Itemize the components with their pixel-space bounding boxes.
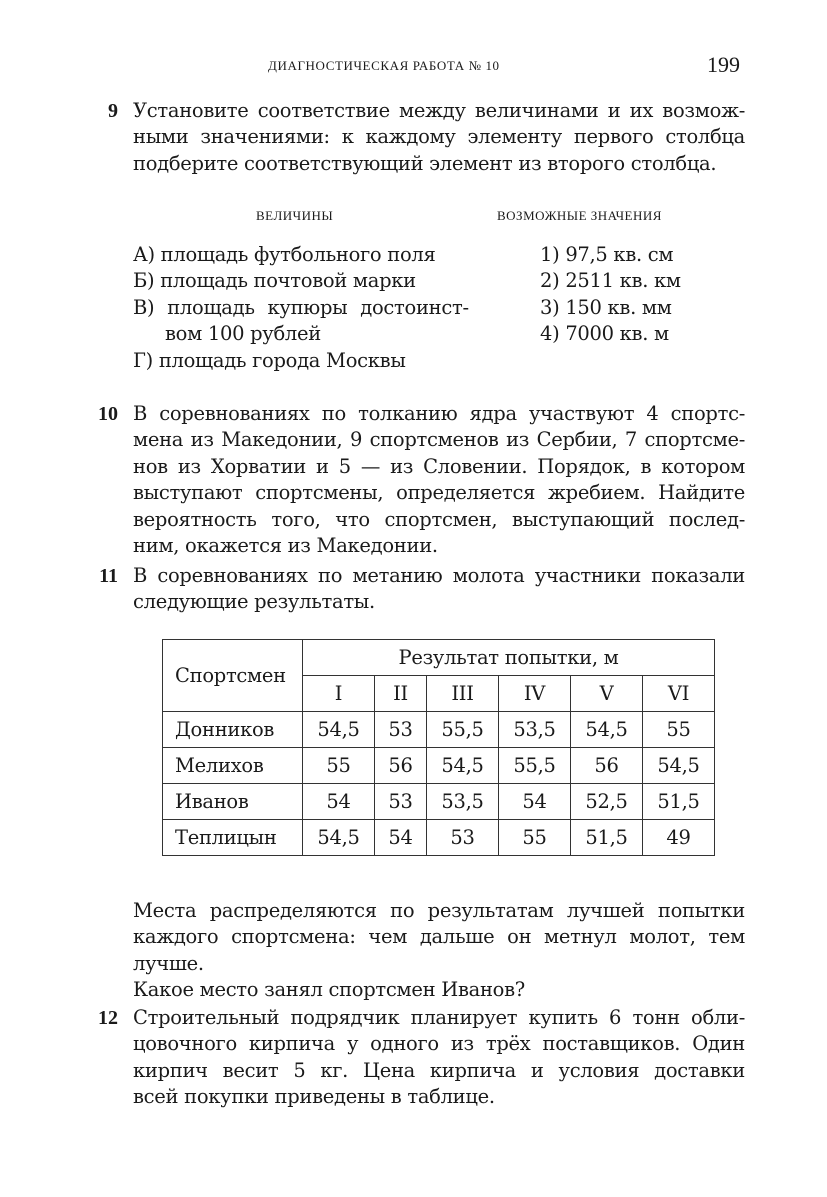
list-item: Г) площадь города Москвы: [133, 348, 406, 372]
text-line: следующие результаты.: [133, 590, 375, 614]
text-line: ним, окажется из Македонии.: [133, 534, 438, 558]
list-item: А) площадь футбольного поля: [133, 243, 436, 266]
task-number: 9: [108, 100, 118, 122]
list-item: В) площадь купюры достоинст-: [133, 295, 469, 319]
table-row: [163, 748, 715, 784]
task-text: [133, 401, 745, 559]
list-item: вом 100 рублей: [165, 322, 321, 346]
task-text: [133, 1005, 745, 1111]
list-item: Б) площадь почтовой марки: [133, 269, 416, 293]
text-line: нов из Хорватии и 5 — из Словении. Порядок, в котором: [133, 454, 745, 478]
attempt-header: IV: [499, 676, 571, 712]
table-cell: 55,5: [427, 712, 499, 748]
text-line: Места распределяются по результатам лучшей попытки: [133, 899, 745, 922]
page-number: 199: [707, 52, 740, 77]
athlete-name: Теплицын: [163, 820, 303, 856]
table-cell: 54: [499, 784, 571, 820]
table-cell: 53: [375, 784, 427, 820]
results-table: [162, 639, 715, 856]
text-line: подберите соответствующий элемент из второго столбца.: [133, 151, 717, 175]
athlete-name: Донников: [163, 712, 303, 748]
table-cell: 56: [375, 748, 427, 784]
attempt-header: III: [427, 676, 499, 712]
task-number: 12: [98, 1007, 118, 1029]
table-cell: 53,5: [499, 712, 571, 748]
text-line: ными значениями: к каждому элементу первого столбца: [133, 125, 745, 149]
table-cell: 53: [375, 712, 427, 748]
table-cell: 56: [571, 748, 643, 784]
table-cell: 54: [303, 784, 375, 820]
list-item: 4) 7000 кв. м: [540, 322, 669, 346]
table-cell: 49: [643, 820, 715, 856]
text-line: В соревнованиях по толканию ядра участвуют 4 спортс-: [133, 402, 745, 425]
table-cell: 55: [643, 712, 715, 748]
task-text: [133, 898, 745, 1004]
table-row: [163, 712, 715, 748]
running-header: ДИАГНОСТИЧЕСКАЯ РАБОТА № 10: [268, 58, 500, 73]
text-line: лучше.: [133, 951, 204, 975]
quantities-list: [133, 242, 469, 374]
text-line: цовочного кирпича у одного из трёх поставщиков. Один: [133, 1032, 745, 1056]
table-cell: 51,5: [643, 784, 715, 820]
text-line: В соревнованиях по метанию молота участники показали: [133, 564, 745, 587]
table-cell: 53,5: [427, 784, 499, 820]
attempt-header: I: [303, 676, 375, 712]
column-header-quantities: ВЕЛИЧИНЫ: [256, 208, 334, 223]
task-number: 11: [99, 565, 118, 587]
text-line: выступают спортсмены, определяется жребием. Найдите: [133, 481, 745, 505]
text-line: Строительный подрядчик планирует купить 6 тонн обли-: [133, 1006, 745, 1029]
text-line: всей покупки приведены в таблице.: [133, 1085, 495, 1109]
list-item: 2) 2511 кв. км: [540, 269, 681, 293]
list-item: 1) 97,5 кв. см: [540, 243, 674, 266]
values-list: [540, 242, 681, 348]
question-line: Какое место занял спортсмен Иванов?: [133, 978, 525, 1002]
attempt-header: VI: [643, 676, 715, 712]
table-cell: 54,5: [427, 748, 499, 784]
table-row: [163, 784, 715, 820]
task-text: [133, 563, 745, 616]
table-cell: 54,5: [571, 712, 643, 748]
text-line: Установите соответствие между величинами и их возмож-: [133, 99, 745, 122]
task-number: 10: [98, 403, 118, 425]
table-row: [163, 820, 715, 856]
text-line: кирпич весит 5 кг. Цена кирпича и условия доставки: [133, 1058, 745, 1082]
table-cell: 54,5: [643, 748, 715, 784]
result-header: Результат попытки, м: [303, 640, 715, 676]
table-cell: 54,5: [303, 820, 375, 856]
table-cell: 55: [303, 748, 375, 784]
athlete-name: Мелихов: [163, 748, 303, 784]
athlete-name: Иванов: [163, 784, 303, 820]
table-cell: 52,5: [571, 784, 643, 820]
task-text: [133, 98, 745, 177]
list-item: 3) 150 кв. мм: [540, 295, 672, 319]
column-header-values: ВОЗМОЖНЫЕ ЗНАЧЕНИЯ: [497, 208, 662, 223]
table-cell: 55: [499, 820, 571, 856]
text-line: вероятность того, что спортсмен, выступающий послед-: [133, 507, 745, 531]
attempt-header: V: [571, 676, 643, 712]
text-line: мена из Македонии, 9 спортсменов из Сербии, 7 спортсме-: [133, 428, 745, 452]
table-cell: 54: [375, 820, 427, 856]
attempt-header: II: [375, 676, 427, 712]
athlete-header: Спортсмен: [163, 640, 303, 712]
table-cell: 54,5: [303, 712, 375, 748]
text-line: каждого спортсмена: чем дальше он метнул молот, тем: [133, 925, 745, 949]
table-cell: 55,5: [499, 748, 571, 784]
table-cell: 53: [427, 820, 499, 856]
table-cell: 51,5: [571, 820, 643, 856]
